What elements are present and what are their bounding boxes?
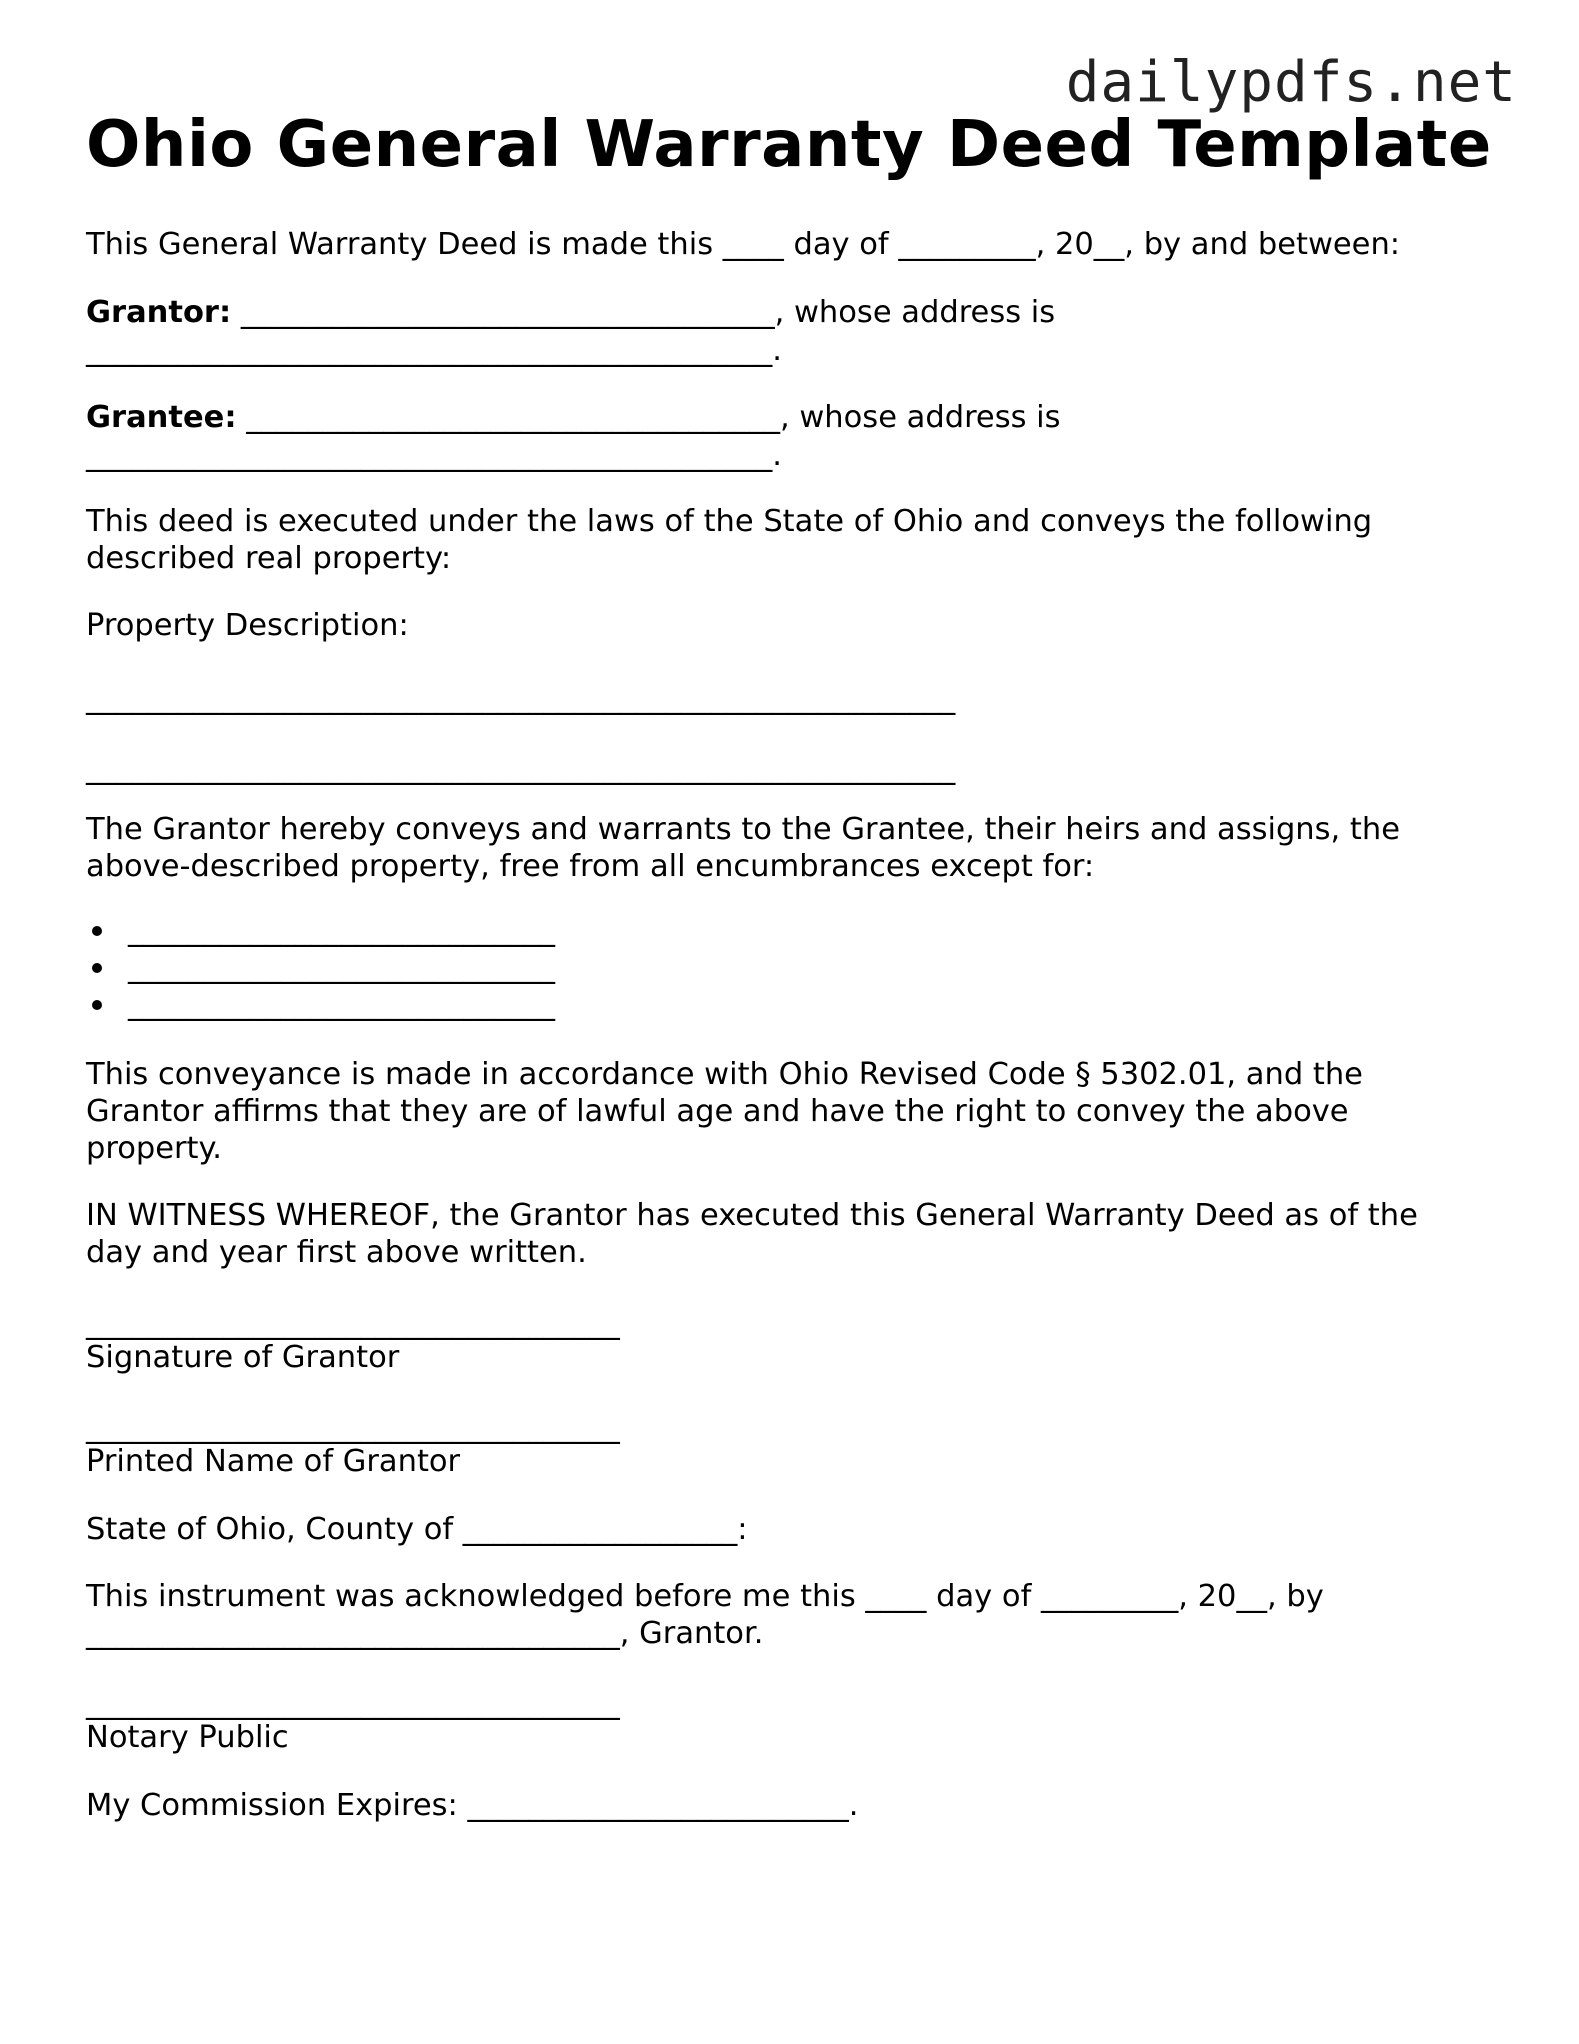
property-description-label: Property Description: [86, 608, 409, 643]
notary-blank: ___________________________________ [86, 1686, 620, 1721]
signature-blank: ___________________________________ [86, 1306, 620, 1341]
grantee-address-blank: _____________________________________________. [86, 438, 782, 473]
grantee-name-blank: ___________________________________, whose address is [236, 400, 1061, 435]
printed-name-label: Printed Name of Grantor [86, 1444, 461, 1479]
notary-label: Notary Public [86, 1720, 289, 1755]
conveys-paragraph-line-2: above-described property, free from all encumbrances except for: [86, 849, 1095, 884]
exception-item-1: ____________________________ [128, 913, 555, 948]
witness-paragraph-line-1: IN WITNESS WHEREOF, the Grantor has executed this General Warranty Deed as of the [86, 1198, 1418, 1233]
printed-name-blank: ___________________________________ [86, 1410, 620, 1445]
laws-paragraph-line-1: This deed is executed under the laws of the State of Ohio and conveys the following [86, 504, 1373, 539]
grantee-label: Grantee: [86, 400, 237, 435]
county-line: State of Ohio, County of __________________: [86, 1512, 748, 1547]
acknowledgment-line-2: ___________________________________, Grantor. [86, 1616, 764, 1651]
grantor-label: Grantor: [86, 295, 232, 330]
laws-paragraph-line-2: described real property: [86, 541, 452, 576]
commission-line: My Commission Expires: _________________________. [86, 1788, 859, 1823]
exception-item-3: ____________________________ [128, 987, 555, 1022]
accordance-paragraph-line-3: property. [86, 1131, 222, 1166]
watermark: dailypdfs.net [1065, 50, 1517, 115]
conveys-paragraph-line-1: The Grantor hereby conveys and warrants to the Grantee, their heirs and assigns, the [86, 812, 1400, 847]
witness-paragraph-line-2: day and year first above written. [86, 1235, 587, 1270]
property-description-blank-1: _________________________________________________________ [86, 681, 956, 716]
page-title: Ohio General Warranty Deed Template [86, 108, 1492, 182]
signature-label: Signature of Grantor [86, 1340, 400, 1375]
exception-item-2: ____________________________ [128, 950, 555, 985]
intro-line: This General Warranty Deed is made this ____ day of _________, 20__, by and between: [86, 227, 1401, 262]
accordance-paragraph-line-2: Grantor affirms that they are of lawful age and have the right to convey the above [86, 1094, 1349, 1129]
grantor-name-blank: ___________________________________, whose address is [231, 295, 1056, 330]
grantor-address-blank: _____________________________________________. [86, 333, 782, 368]
acknowledgment-line-1: This instrument was acknowledged before me this ____ day of _________, 20__, by [86, 1579, 1324, 1614]
grantor-line [86, 294, 1055, 331]
accordance-paragraph-line-1: This conveyance is made in accordance with Ohio Revised Code § 5302.01, and the [86, 1057, 1363, 1092]
grantee-line [86, 399, 1061, 436]
property-description-blank-2: _________________________________________________________ [86, 751, 956, 786]
